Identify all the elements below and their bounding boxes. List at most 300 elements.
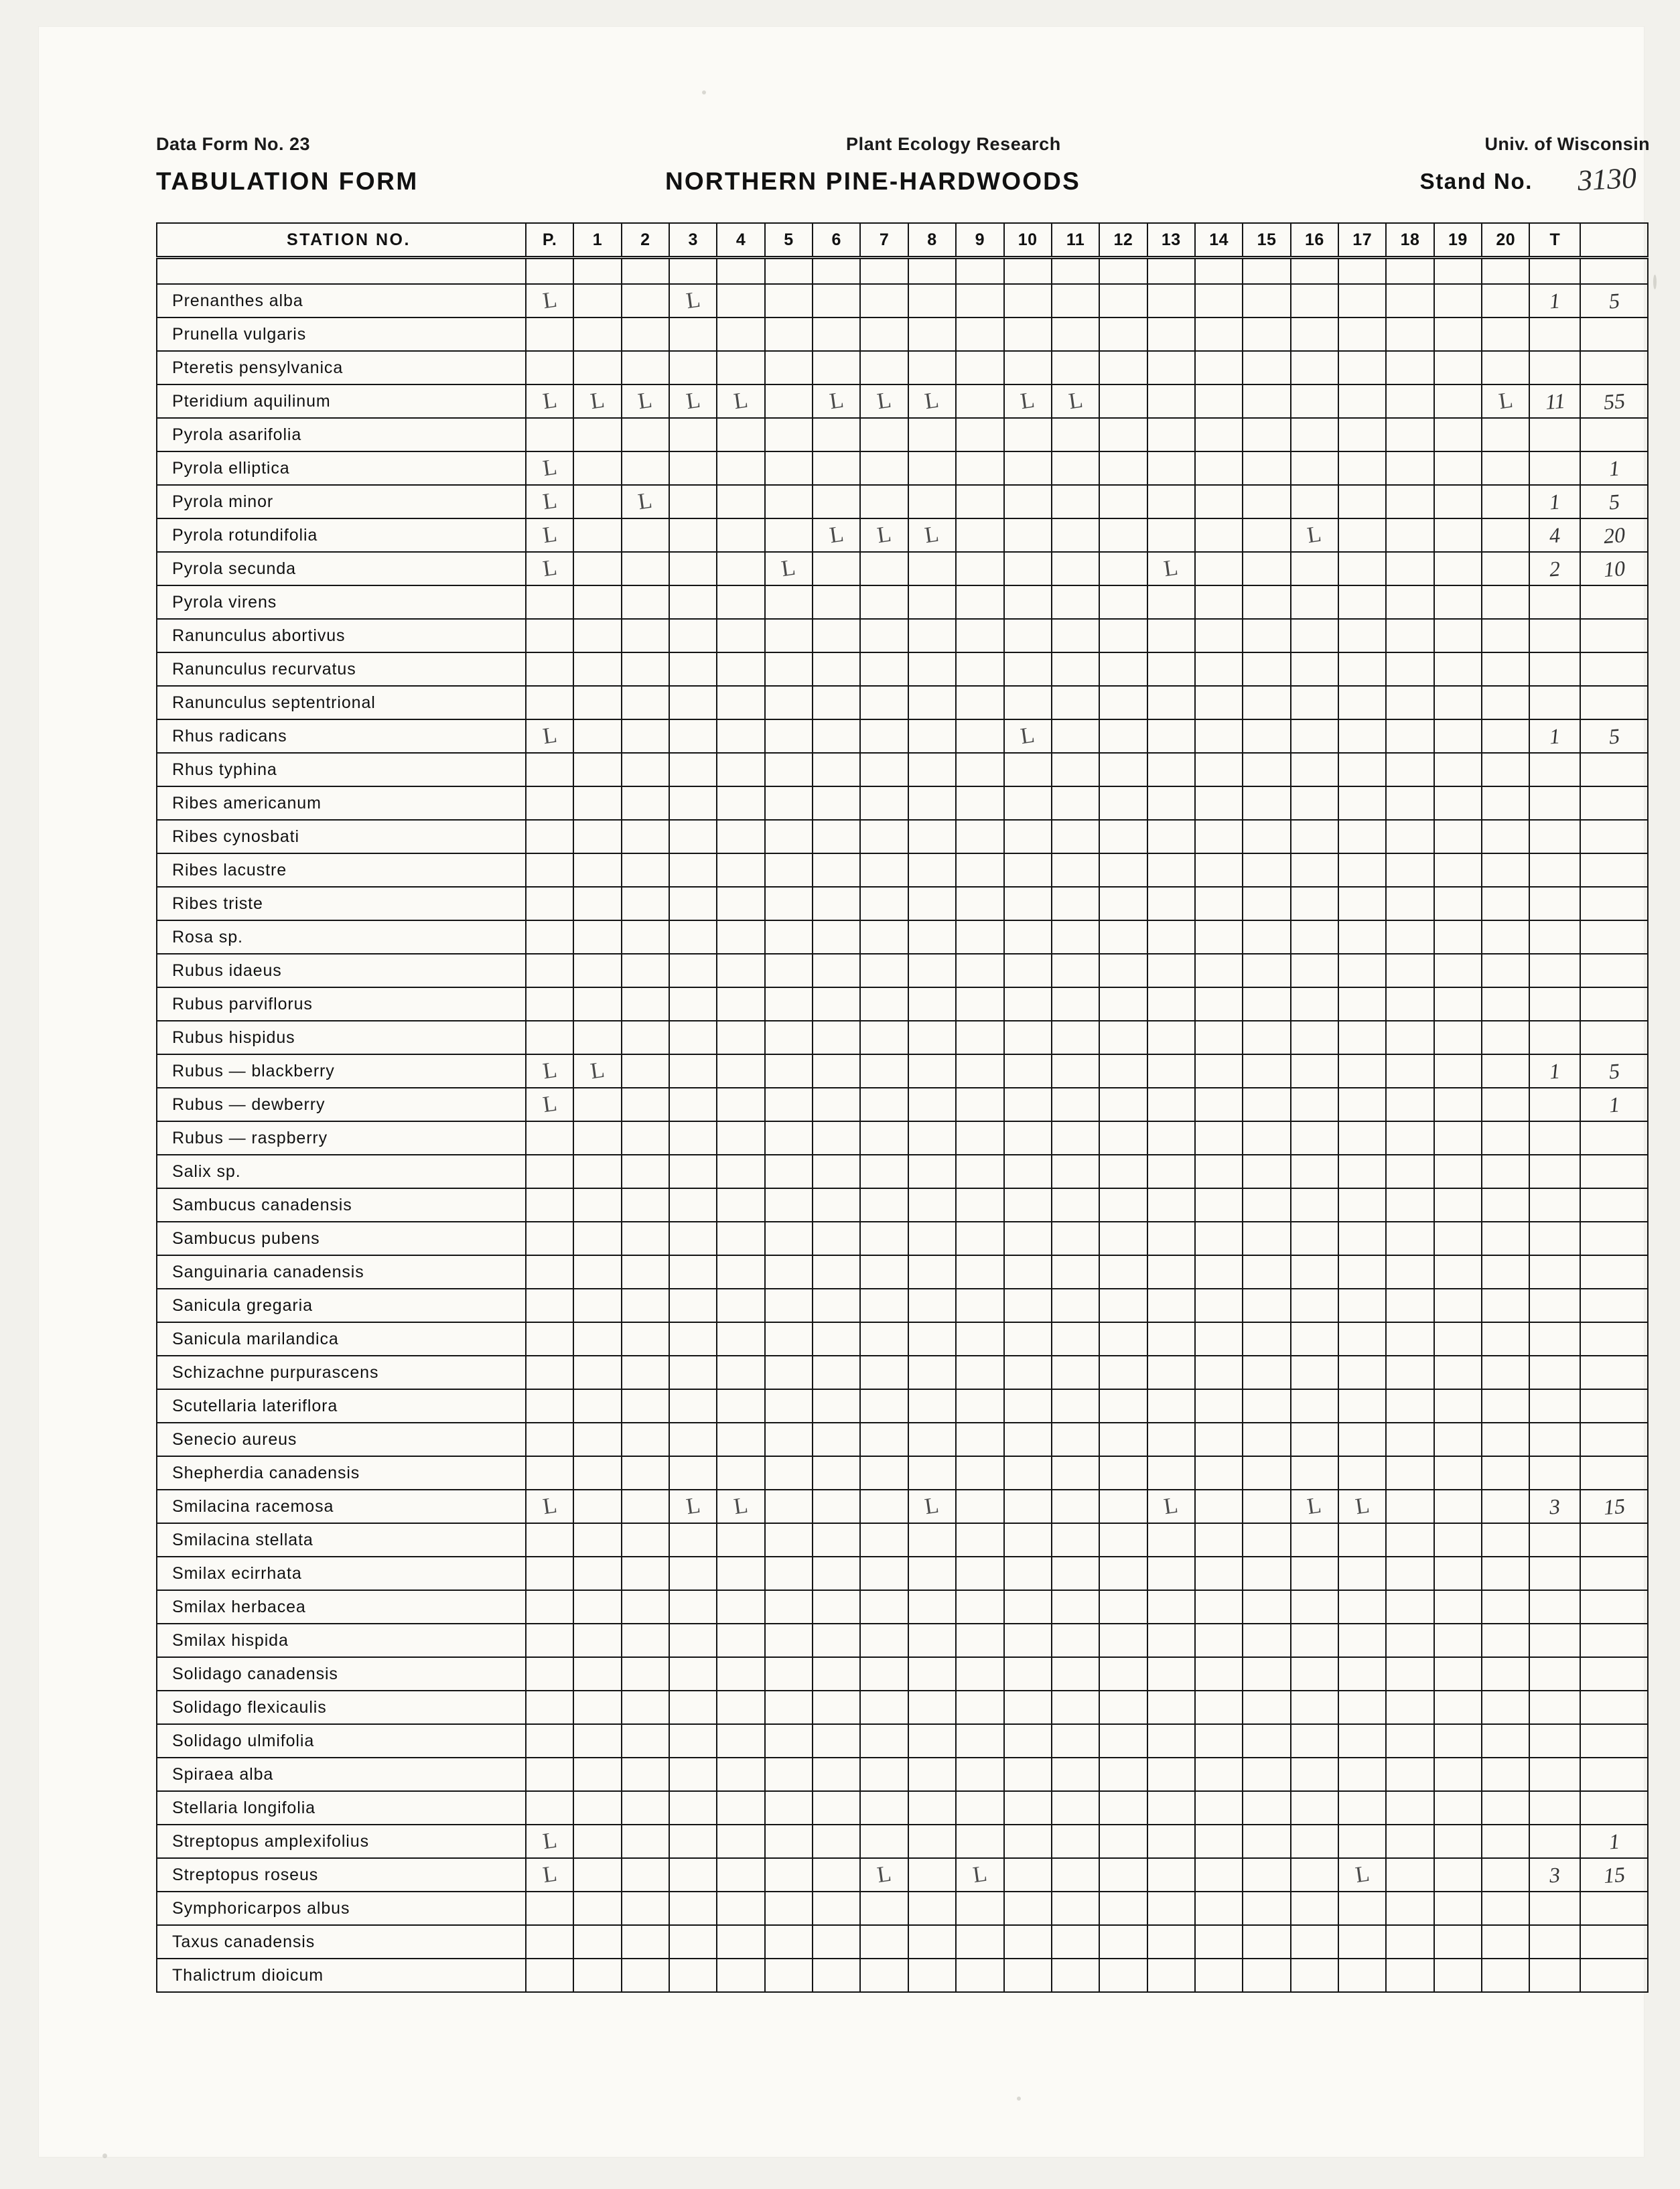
station-cell-20[interactable] [1482, 1590, 1529, 1624]
station-cell-3[interactable] [669, 1456, 717, 1490]
station-cell-14[interactable] [1195, 1758, 1243, 1791]
station-cell-2[interactable] [622, 853, 669, 887]
station-cell-6[interactable] [813, 652, 860, 686]
station-cell-11[interactable] [1052, 820, 1099, 853]
station-cell-13[interactable] [1147, 753, 1195, 786]
station-cell-11[interactable] [1052, 1188, 1099, 1222]
station-cell-7[interactable] [860, 719, 908, 753]
station-cell-8[interactable] [908, 820, 956, 853]
station-cell-16[interactable] [1291, 1590, 1338, 1624]
station-cell-7[interactable] [860, 887, 908, 920]
station-cell-9[interactable] [956, 1188, 1003, 1222]
station-cell-1[interactable] [573, 1054, 621, 1088]
station-cell-7[interactable] [860, 418, 908, 451]
total-cell[interactable] [1529, 786, 1580, 820]
station-cell-4[interactable] [717, 920, 764, 954]
station-cell-12[interactable] [1099, 1523, 1147, 1557]
station-cell-6[interactable] [813, 485, 860, 518]
station-cell-14[interactable] [1195, 1389, 1243, 1423]
station-cell-15[interactable] [1243, 1892, 1290, 1925]
station-cell-4[interactable] [717, 1289, 764, 1322]
station-cell-9[interactable] [956, 987, 1003, 1021]
station-cell-17[interactable] [1338, 1222, 1386, 1255]
station-cell-18[interactable] [1386, 1222, 1433, 1255]
station-cell-4[interactable] [717, 1021, 764, 1054]
station-cell-9[interactable] [956, 652, 1003, 686]
station-cell-13[interactable] [1147, 987, 1195, 1021]
station-cell-18[interactable] [1386, 1155, 1433, 1188]
station-cell-16[interactable] [1291, 418, 1338, 451]
station-cell-9[interactable] [956, 384, 1003, 418]
station-cell-18[interactable] [1386, 1959, 1433, 1992]
station-cell-20[interactable] [1482, 1892, 1529, 1925]
station-cell-1[interactable] [573, 1925, 621, 1959]
station-cell-P[interactable] [526, 719, 573, 753]
station-cell-10[interactable] [1004, 1121, 1052, 1155]
station-cell-7[interactable] [860, 1959, 908, 1992]
station-cell-P[interactable] [526, 284, 573, 317]
station-cell-13[interactable] [1147, 1624, 1195, 1657]
station-cell-16[interactable] [1291, 1121, 1338, 1155]
station-cell-15[interactable] [1243, 418, 1290, 451]
station-cell-2[interactable] [622, 317, 669, 351]
station-cell-5[interactable] [765, 1490, 813, 1523]
station-cell-13[interactable] [1147, 1088, 1195, 1121]
station-cell-20[interactable] [1482, 451, 1529, 485]
station-cell-1[interactable] [573, 1624, 621, 1657]
station-cell-11[interactable] [1052, 485, 1099, 518]
station-cell-1[interactable] [573, 351, 621, 384]
station-cell-1[interactable] [573, 1858, 621, 1892]
station-cell-8[interactable] [908, 686, 956, 719]
station-cell-3[interactable] [669, 686, 717, 719]
station-cell-14[interactable] [1195, 284, 1243, 317]
station-cell-P[interactable] [526, 1389, 573, 1423]
station-cell-20[interactable] [1482, 1825, 1529, 1858]
station-cell-9[interactable] [956, 1557, 1003, 1590]
station-cell-8[interactable] [908, 1557, 956, 1590]
station-cell-17[interactable] [1338, 1892, 1386, 1925]
station-cell-P[interactable] [526, 1758, 573, 1791]
station-cell-4[interactable] [717, 753, 764, 786]
station-cell-13[interactable] [1147, 1791, 1195, 1825]
station-cell-14[interactable] [1195, 652, 1243, 686]
station-cell-6[interactable] [813, 686, 860, 719]
station-cell-P[interactable] [526, 585, 573, 619]
station-cell-11[interactable] [1052, 1021, 1099, 1054]
station-cell-3[interactable] [669, 1088, 717, 1121]
total-cell[interactable] [1529, 1523, 1580, 1557]
total-cell[interactable] [1529, 1456, 1580, 1490]
station-cell-14[interactable] [1195, 1423, 1243, 1456]
station-cell-20[interactable] [1482, 418, 1529, 451]
station-cell-9[interactable] [956, 1959, 1003, 1992]
percent-cell[interactable]: 10 [1580, 552, 1648, 585]
station-cell-9[interactable] [956, 786, 1003, 820]
station-cell-5[interactable] [765, 1557, 813, 1590]
station-cell-13[interactable] [1147, 853, 1195, 887]
station-cell-9[interactable] [956, 552, 1003, 585]
station-cell-18[interactable] [1386, 987, 1433, 1021]
station-cell-15[interactable] [1243, 1155, 1290, 1188]
station-cell-12[interactable] [1099, 652, 1147, 686]
station-cell-2[interactable] [622, 552, 669, 585]
station-cell-18[interactable] [1386, 1490, 1433, 1523]
station-cell-18[interactable] [1386, 384, 1433, 418]
station-cell-19[interactable] [1434, 1322, 1482, 1356]
station-cell-8[interactable] [908, 786, 956, 820]
station-cell-7[interactable] [860, 1691, 908, 1724]
total-cell[interactable] [1529, 887, 1580, 920]
station-cell-4[interactable] [717, 1054, 764, 1088]
station-cell-13[interactable] [1147, 1021, 1195, 1054]
station-cell-3[interactable] [669, 652, 717, 686]
station-cell-9[interactable] [956, 1590, 1003, 1624]
station-cell-2[interactable] [622, 585, 669, 619]
station-cell-17[interactable] [1338, 1624, 1386, 1657]
station-cell-14[interactable] [1195, 1490, 1243, 1523]
station-cell-11[interactable] [1052, 384, 1099, 418]
station-cell-13[interactable] [1147, 284, 1195, 317]
station-cell-5[interactable] [765, 1456, 813, 1490]
station-cell-5[interactable] [765, 317, 813, 351]
station-cell-16[interactable] [1291, 820, 1338, 853]
station-cell-18[interactable] [1386, 1825, 1433, 1858]
station-cell-7[interactable] [860, 317, 908, 351]
station-cell-13[interactable] [1147, 1523, 1195, 1557]
percent-cell[interactable] [1580, 1389, 1648, 1423]
station-cell-3[interactable] [669, 284, 717, 317]
station-cell-P[interactable] [526, 920, 573, 954]
station-cell-2[interactable] [622, 1959, 669, 1992]
station-cell-15[interactable] [1243, 1054, 1290, 1088]
station-cell-7[interactable] [860, 284, 908, 317]
station-cell-P[interactable] [526, 1423, 573, 1456]
total-cell[interactable] [1529, 1188, 1580, 1222]
station-cell-10[interactable] [1004, 920, 1052, 954]
percent-cell[interactable] [1580, 1356, 1648, 1389]
station-cell-8[interactable] [908, 853, 956, 887]
station-cell-19[interactable] [1434, 1088, 1482, 1121]
station-cell-18[interactable] [1386, 317, 1433, 351]
station-cell-12[interactable] [1099, 418, 1147, 451]
station-cell-13[interactable] [1147, 351, 1195, 384]
station-cell-15[interactable] [1243, 1188, 1290, 1222]
station-cell-16[interactable] [1291, 1423, 1338, 1456]
station-cell-7[interactable] [860, 1054, 908, 1088]
station-cell-4[interactable] [717, 1590, 764, 1624]
station-cell-10[interactable] [1004, 418, 1052, 451]
station-cell-11[interactable] [1052, 585, 1099, 619]
station-cell-20[interactable] [1482, 1155, 1529, 1188]
station-cell-1[interactable] [573, 418, 621, 451]
station-cell-9[interactable] [956, 1624, 1003, 1657]
station-cell-14[interactable] [1195, 686, 1243, 719]
station-cell-19[interactable] [1434, 1188, 1482, 1222]
station-cell-3[interactable] [669, 1021, 717, 1054]
station-cell-3[interactable] [669, 1959, 717, 1992]
station-cell-7[interactable] [860, 518, 908, 552]
station-cell-10[interactable] [1004, 1925, 1052, 1959]
station-cell-1[interactable] [573, 652, 621, 686]
station-cell-6[interactable] [813, 1959, 860, 1992]
station-cell-2[interactable] [622, 954, 669, 987]
station-cell-1[interactable] [573, 1959, 621, 1992]
station-cell-12[interactable] [1099, 619, 1147, 652]
total-cell[interactable] [1529, 1791, 1580, 1825]
station-cell-10[interactable] [1004, 1959, 1052, 1992]
station-cell-16[interactable] [1291, 1255, 1338, 1289]
station-cell-17[interactable] [1338, 1423, 1386, 1456]
station-cell-13[interactable] [1147, 1389, 1195, 1423]
station-cell-4[interactable] [717, 1490, 764, 1523]
station-cell-20[interactable] [1482, 686, 1529, 719]
station-cell-14[interactable] [1195, 1624, 1243, 1657]
station-cell-15[interactable] [1243, 1222, 1290, 1255]
station-cell-17[interactable] [1338, 518, 1386, 552]
station-cell-20[interactable] [1482, 351, 1529, 384]
percent-cell[interactable] [1580, 1758, 1648, 1791]
station-cell-18[interactable] [1386, 1791, 1433, 1825]
station-cell-2[interactable] [622, 1724, 669, 1758]
station-cell-9[interactable] [956, 1523, 1003, 1557]
station-cell-3[interactable] [669, 1155, 717, 1188]
station-cell-5[interactable] [765, 1389, 813, 1423]
station-cell-10[interactable] [1004, 1490, 1052, 1523]
station-cell-16[interactable] [1291, 317, 1338, 351]
station-cell-11[interactable] [1052, 1155, 1099, 1188]
station-cell-1[interactable] [573, 518, 621, 552]
total-cell[interactable] [1529, 1557, 1580, 1590]
station-cell-17[interactable] [1338, 1021, 1386, 1054]
station-cell-P[interactable] [526, 1557, 573, 1590]
station-cell-7[interactable] [860, 1255, 908, 1289]
station-cell-2[interactable] [622, 1624, 669, 1657]
station-cell-11[interactable] [1052, 518, 1099, 552]
station-cell-16[interactable] [1291, 1322, 1338, 1356]
station-cell-16[interactable] [1291, 585, 1338, 619]
station-cell-3[interactable] [669, 1356, 717, 1389]
station-cell-9[interactable] [956, 1657, 1003, 1691]
station-cell-20[interactable] [1482, 1557, 1529, 1590]
station-cell-12[interactable] [1099, 1088, 1147, 1121]
station-cell-14[interactable] [1195, 1054, 1243, 1088]
station-cell-2[interactable] [622, 820, 669, 853]
station-cell-10[interactable] [1004, 1222, 1052, 1255]
percent-cell[interactable] [1580, 1624, 1648, 1657]
station-cell-4[interactable] [717, 1356, 764, 1389]
station-cell-9[interactable] [956, 1724, 1003, 1758]
station-cell-14[interactable] [1195, 485, 1243, 518]
station-cell-1[interactable] [573, 1389, 621, 1423]
station-cell-14[interactable] [1195, 1289, 1243, 1322]
station-cell-7[interactable] [860, 920, 908, 954]
station-cell-18[interactable] [1386, 820, 1433, 853]
percent-cell[interactable]: 15 [1580, 1858, 1648, 1892]
station-cell-5[interactable] [765, 1624, 813, 1657]
station-cell-8[interactable] [908, 418, 956, 451]
station-cell-7[interactable] [860, 686, 908, 719]
station-cell-11[interactable] [1052, 418, 1099, 451]
station-cell-5[interactable] [765, 1155, 813, 1188]
station-cell-18[interactable] [1386, 1892, 1433, 1925]
station-cell-3[interactable] [669, 1925, 717, 1959]
station-cell-11[interactable] [1052, 1825, 1099, 1858]
total-cell[interactable] [1529, 853, 1580, 887]
station-cell-5[interactable] [765, 1523, 813, 1557]
station-cell-16[interactable] [1291, 1188, 1338, 1222]
total-cell[interactable]: 2 [1529, 552, 1580, 585]
station-cell-8[interactable] [908, 1691, 956, 1724]
station-cell-19[interactable] [1434, 518, 1482, 552]
station-cell-2[interactable] [622, 1088, 669, 1121]
station-cell-8[interactable] [908, 1523, 956, 1557]
station-cell-14[interactable] [1195, 351, 1243, 384]
station-cell-5[interactable] [765, 384, 813, 418]
station-cell-13[interactable] [1147, 1590, 1195, 1624]
station-cell-12[interactable] [1099, 1490, 1147, 1523]
station-cell-1[interactable] [573, 987, 621, 1021]
station-cell-16[interactable] [1291, 1155, 1338, 1188]
station-cell-10[interactable] [1004, 1289, 1052, 1322]
station-cell-9[interactable] [956, 853, 1003, 887]
station-cell-19[interactable] [1434, 552, 1482, 585]
station-cell-2[interactable] [622, 1289, 669, 1322]
station-cell-12[interactable] [1099, 284, 1147, 317]
station-cell-9[interactable] [956, 619, 1003, 652]
station-cell-8[interactable] [908, 351, 956, 384]
station-cell-17[interactable] [1338, 1657, 1386, 1691]
station-cell-12[interactable] [1099, 1423, 1147, 1456]
station-cell-11[interactable] [1052, 1557, 1099, 1590]
station-cell-15[interactable] [1243, 1691, 1290, 1724]
station-cell-10[interactable] [1004, 284, 1052, 317]
station-cell-15[interactable] [1243, 1657, 1290, 1691]
station-cell-14[interactable] [1195, 1791, 1243, 1825]
station-cell-8[interactable] [908, 1959, 956, 1992]
station-cell-17[interactable] [1338, 418, 1386, 451]
station-cell-8[interactable] [908, 920, 956, 954]
station-cell-P[interactable] [526, 652, 573, 686]
station-cell-18[interactable] [1386, 719, 1433, 753]
station-cell-20[interactable] [1482, 820, 1529, 853]
station-cell-6[interactable] [813, 987, 860, 1021]
station-cell-12[interactable] [1099, 1825, 1147, 1858]
station-cell-19[interactable] [1434, 652, 1482, 686]
station-cell-12[interactable] [1099, 853, 1147, 887]
station-cell-4[interactable] [717, 384, 764, 418]
station-cell-18[interactable] [1386, 1724, 1433, 1758]
station-cell-19[interactable] [1434, 786, 1482, 820]
total-cell[interactable] [1529, 1289, 1580, 1322]
station-cell-19[interactable] [1434, 719, 1482, 753]
station-cell-12[interactable] [1099, 351, 1147, 384]
station-cell-9[interactable] [956, 1088, 1003, 1121]
total-cell[interactable] [1529, 1825, 1580, 1858]
station-cell-18[interactable] [1386, 954, 1433, 987]
station-cell-3[interactable] [669, 1121, 717, 1155]
station-cell-6[interactable] [813, 451, 860, 485]
station-cell-10[interactable] [1004, 1054, 1052, 1088]
station-cell-12[interactable] [1099, 1356, 1147, 1389]
station-cell-5[interactable] [765, 351, 813, 384]
station-cell-5[interactable] [765, 1121, 813, 1155]
station-cell-2[interactable] [622, 1423, 669, 1456]
station-cell-3[interactable] [669, 351, 717, 384]
station-cell-19[interactable] [1434, 619, 1482, 652]
station-cell-10[interactable] [1004, 619, 1052, 652]
station-cell-6[interactable] [813, 954, 860, 987]
station-cell-14[interactable] [1195, 1657, 1243, 1691]
station-cell-4[interactable] [717, 1557, 764, 1590]
station-cell-13[interactable] [1147, 552, 1195, 585]
station-cell-15[interactable] [1243, 719, 1290, 753]
station-cell-14[interactable] [1195, 1892, 1243, 1925]
station-cell-3[interactable] [669, 719, 717, 753]
station-cell-15[interactable] [1243, 920, 1290, 954]
station-cell-11[interactable] [1052, 1925, 1099, 1959]
station-cell-2[interactable] [622, 1523, 669, 1557]
station-cell-6[interactable] [813, 284, 860, 317]
station-cell-16[interactable] [1291, 1858, 1338, 1892]
station-cell-1[interactable] [573, 485, 621, 518]
station-cell-4[interactable] [717, 585, 764, 619]
station-cell-10[interactable] [1004, 1423, 1052, 1456]
percent-cell[interactable] [1580, 1423, 1648, 1456]
station-cell-11[interactable] [1052, 1724, 1099, 1758]
station-cell-17[interactable] [1338, 686, 1386, 719]
station-cell-2[interactable] [622, 786, 669, 820]
station-cell-11[interactable] [1052, 1490, 1099, 1523]
station-cell-14[interactable] [1195, 1088, 1243, 1121]
total-cell[interactable] [1529, 753, 1580, 786]
station-cell-17[interactable] [1338, 1825, 1386, 1858]
station-cell-17[interactable] [1338, 317, 1386, 351]
station-cell-13[interactable] [1147, 1490, 1195, 1523]
station-cell-20[interactable] [1482, 887, 1529, 920]
station-cell-6[interactable] [813, 1121, 860, 1155]
station-cell-11[interactable] [1052, 351, 1099, 384]
station-cell-9[interactable] [956, 1389, 1003, 1423]
station-cell-13[interactable] [1147, 1322, 1195, 1356]
percent-cell[interactable] [1580, 1021, 1648, 1054]
station-cell-11[interactable] [1052, 686, 1099, 719]
station-cell-2[interactable] [622, 485, 669, 518]
station-cell-9[interactable] [956, 920, 1003, 954]
station-cell-19[interactable] [1434, 418, 1482, 451]
station-cell-3[interactable] [669, 1590, 717, 1624]
station-cell-13[interactable] [1147, 954, 1195, 987]
station-cell-P[interactable] [526, 1021, 573, 1054]
station-cell-10[interactable] [1004, 485, 1052, 518]
station-cell-6[interactable] [813, 1825, 860, 1858]
station-cell-9[interactable] [956, 1021, 1003, 1054]
station-cell-2[interactable] [622, 1356, 669, 1389]
station-cell-12[interactable] [1099, 920, 1147, 954]
station-cell-16[interactable] [1291, 887, 1338, 920]
station-cell-9[interactable] [956, 1456, 1003, 1490]
station-cell-3[interactable] [669, 887, 717, 920]
station-cell-16[interactable] [1291, 1557, 1338, 1590]
station-cell-P[interactable] [526, 1155, 573, 1188]
station-cell-6[interactable] [813, 518, 860, 552]
station-cell-3[interactable] [669, 1624, 717, 1657]
station-cell-6[interactable] [813, 1590, 860, 1624]
station-cell-4[interactable] [717, 887, 764, 920]
station-cell-13[interactable] [1147, 1423, 1195, 1456]
station-cell-16[interactable] [1291, 1825, 1338, 1858]
station-cell-18[interactable] [1386, 351, 1433, 384]
